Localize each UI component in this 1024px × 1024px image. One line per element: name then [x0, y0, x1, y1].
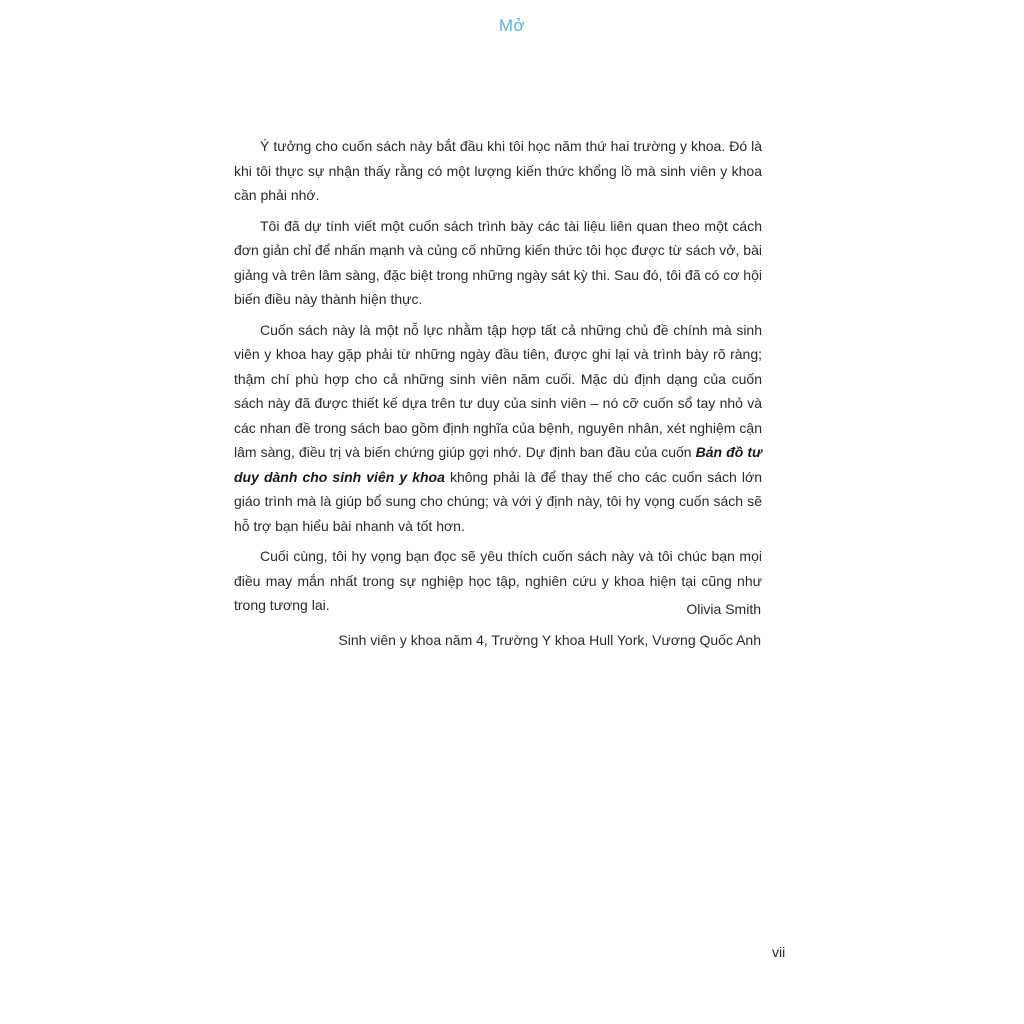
paragraph-1: Ý tưởng cho cuốn sách này bắt đầu khi tôi học năm thứ hai trường y khoa. Đó là khi tôi thực sự nhận thấy rằng có một lượng kiến thức khổng lồ mà sinh viên y khoa cần phải nhớ. [234, 138, 762, 203]
paragraph-3 [234, 318, 762, 539]
paragraph-2: Tôi đã dự tính viết một cuốn sách trình bày các tài liệu liên quan theo một cách đơn giản chỉ để nhấn mạnh và củng cố những kiến thức tôi học được từ sách vở, bài giảng và trên lâm sàng, đặc biệt trong những ngày sát kỳ thi. Sau đó, tôi đã có cơ hội biến điều này thành hiện thực. [234, 217, 762, 307]
paragraph-3-text-end: không phải là để thay thế cho các cuốn sách lớn giáo trình mà là giúp bổ sung cho chúng; và với ý định này, tôi hy vọng cuốn sách sẽ hỗ trợ bạn hiểu bài nhanh và tốt hơn. [234, 468, 762, 534]
author-affiliation: Sinh viên y khoa năm 4, Trường Y khoa Hull York, Vương Quốc Anh [338, 632, 761, 648]
preface-body [234, 134, 762, 624]
book-title: Bản đồ tư duy dành cho sinh viên y khoa [234, 444, 762, 485]
page-header-title: Mở [498, 16, 526, 35]
paragraph-3-text-start: Cuốn sách này là một nỗ lực nhằm tập hợp tất cả những chủ đề chính mà sinh viên y khoa hay gặp phải từ những ngày đầu tiên, được ghi lại và trình bày rõ ràng; thậm chí phù hợp cho cả những sinh viên năm cuối. Mặc dù định dạng của cuốn sách này đã được thiết kế dựa trên tư duy của sinh viên – nó cỡ cuốn sổ tay nhỏ và các nhan đề trong sách bao gồm định nghĩa của bệnh, nguyên nhân, xét nghiệm cận lâm sàng, điều trị và biến chứng giúp gợi nhớ. Dự định ban đầu của cuốn [234, 321, 762, 460]
page-number: vii [772, 944, 786, 960]
paragraph-4: Cuối cùng, tôi hy vọng bạn đọc sẽ yêu thích cuốn sách này và tôi chúc bạn mọi điều may mắn nhất trong sự nghiệp học tập, nghiên cứu y khoa hiện tại cũng như trong tương lai. [234, 548, 762, 613]
signature-block [338, 594, 761, 656]
author-name: Olivia Smith [686, 601, 761, 617]
